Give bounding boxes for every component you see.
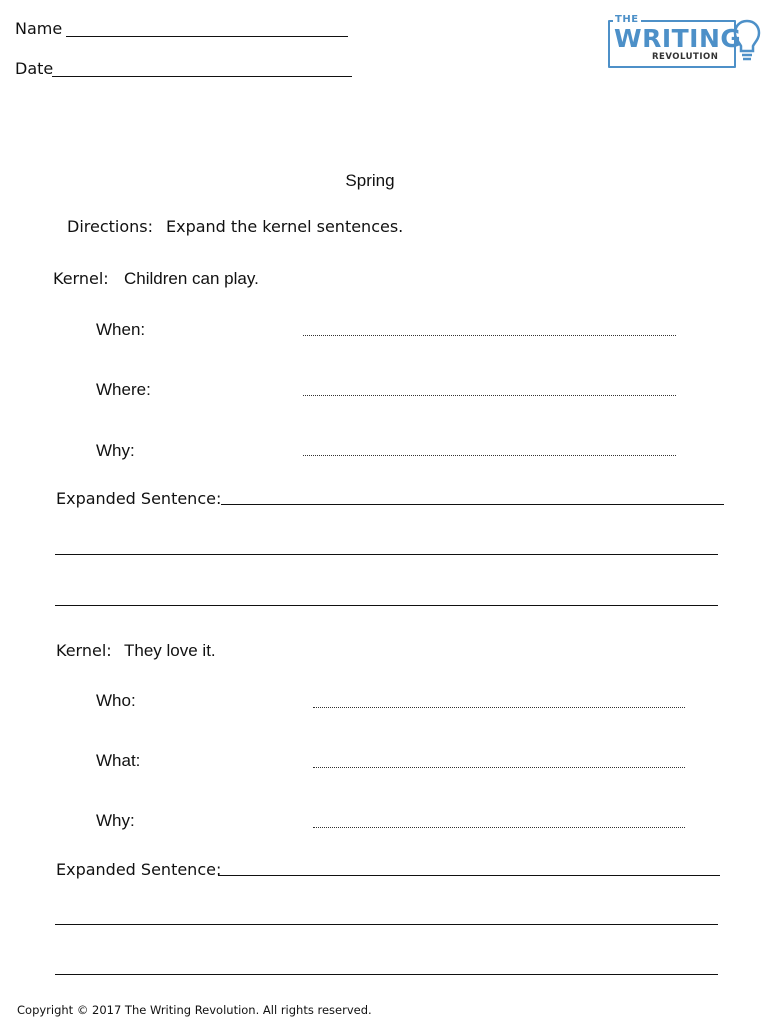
prompt-when-field[interactable]	[303, 335, 676, 336]
expanded-sentence-label: Expanded Sentence:	[56, 489, 222, 508]
prompt-what-field[interactable]	[313, 767, 685, 768]
name-field[interactable]	[66, 36, 348, 37]
prompt-what-label: What:	[96, 751, 141, 770]
logo-revolution: REVOLUTION	[652, 52, 719, 62]
expanded-sentence-label: Expanded Sentence:	[56, 860, 222, 879]
kernel-label: Kernel:	[53, 269, 109, 288]
expanded-sentence-line[interactable]	[55, 974, 718, 975]
expanded-sentence-field[interactable]	[221, 504, 724, 505]
expanded-sentence-line[interactable]	[55, 924, 718, 925]
expanded-sentence-line[interactable]	[55, 554, 718, 555]
copyright-notice: Copyright © 2017 The Writing Revolution. All rights reserved.	[17, 1003, 372, 1017]
prompt-who-field[interactable]	[313, 707, 685, 708]
prompt-why-field[interactable]	[303, 455, 676, 456]
prompt-who-label: Who:	[96, 691, 136, 710]
lightbulb-icon	[733, 18, 761, 66]
prompt-where-label: Where:	[96, 380, 151, 399]
kernel-text: Children can play.	[124, 269, 259, 288]
prompt-when-label: When:	[96, 320, 146, 339]
logo-writing: WRITING	[614, 24, 742, 53]
date-field[interactable]	[52, 76, 352, 77]
kernel-label: Kernel:	[56, 641, 112, 660]
worksheet-title: Spring	[345, 171, 395, 190]
kernel-text: They love it.	[124, 641, 216, 660]
writing-revolution-logo	[607, 16, 759, 70]
expanded-sentence-line[interactable]	[55, 605, 718, 606]
prompt-where-field[interactable]	[303, 395, 676, 396]
directions-label: Directions:	[67, 217, 154, 236]
logo-the: THE	[615, 14, 639, 25]
directions-text: Expand the kernel sentences.	[166, 217, 404, 236]
prompt-why-field[interactable]	[313, 827, 685, 828]
prompt-why-label: Why:	[96, 441, 135, 460]
date-label: Date	[15, 59, 54, 78]
prompt-why-label: Why:	[96, 811, 135, 830]
expanded-sentence-field[interactable]	[218, 875, 720, 876]
name-label: Name	[15, 19, 63, 38]
